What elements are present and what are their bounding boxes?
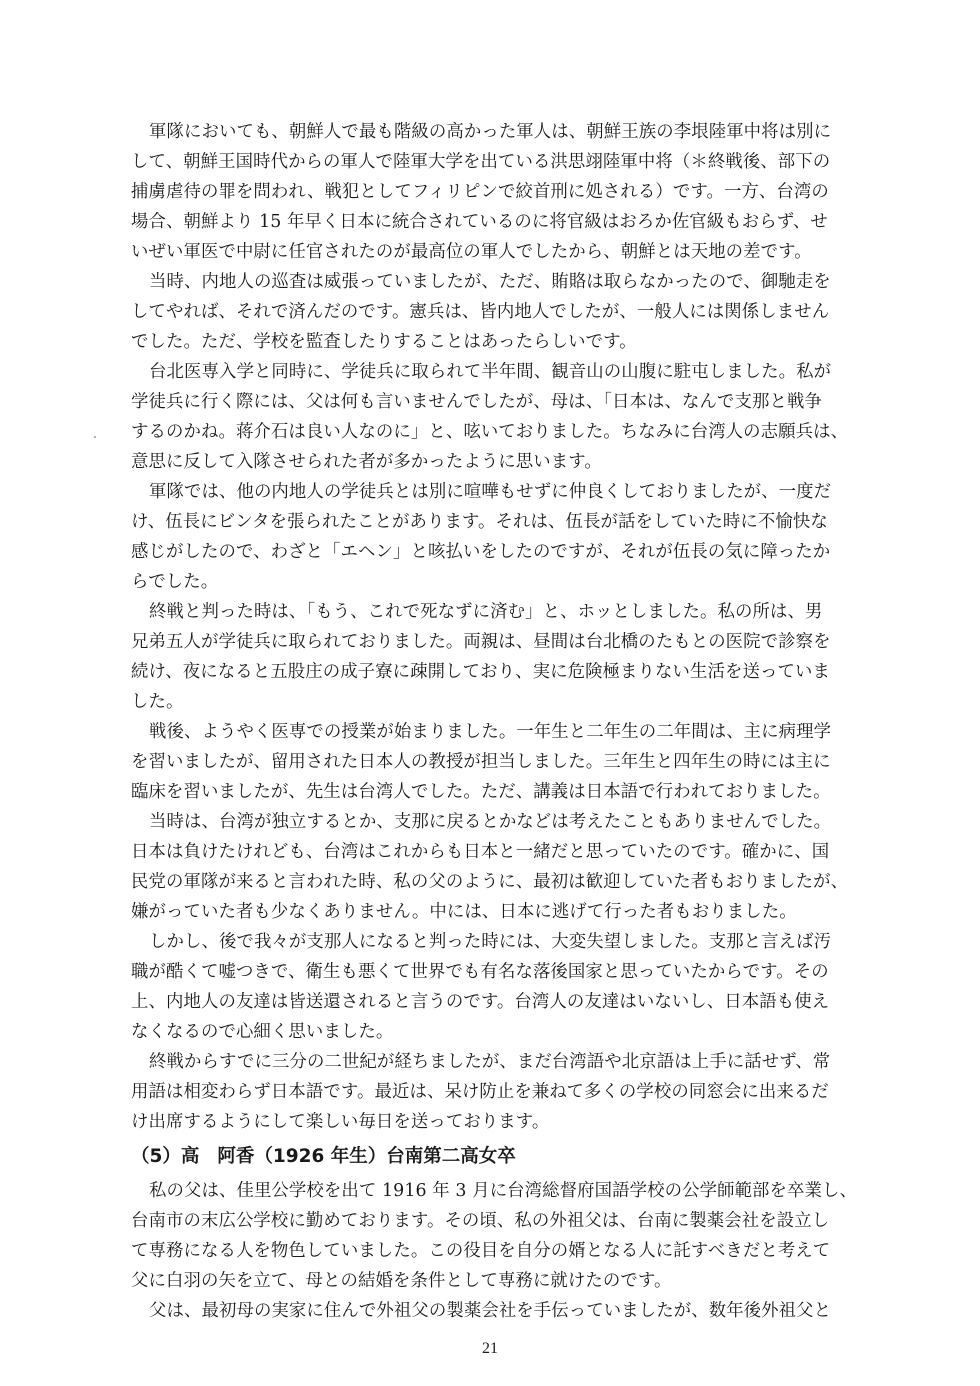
text-line: 日本は負けたけれども、台湾はこれからも日本と一緒だと思っていたのです。確かに、国 (131, 842, 830, 862)
section-heading-name: 阿香（1926 年生）台南第二高女卒 (217, 1146, 516, 1167)
text-line: 続け、夜になると五股庄の成子寮に疎開しており、実に危険極まりない生活を送っていま (131, 662, 830, 682)
text-line: 捕虜虐待の罪を問われ、戦犯としてフィリピンで絞首刑に処される）です。一方、台湾の (131, 182, 829, 202)
text-line: 感じがしたので、わざと「エヘン」と咳払いをしたのですが、それが伍長の気に障ったか (131, 542, 831, 562)
text-line: 台南市の末広公学校に勤めております。その頃、私の外祖父は、台南に製薬会社を設立し (131, 1211, 830, 1231)
text-line: 当時、内地人の巡査は威張っていましたが、ただ、賄賂は取らなかったので、御馳走を (149, 272, 831, 292)
section-heading-number: （5）高 (131, 1146, 200, 1167)
scan-speck (94, 436, 96, 438)
text-line: した。 (131, 692, 184, 712)
text-line: でした。ただ、学校を監査したりすることはあったらしいです。 (131, 332, 637, 352)
text-line: 場合、朝鮮より 15 年早く日本に統合されているのに将官級はおろか佐官級もおらず、せ (131, 212, 828, 232)
text-line: 父に白羽の矢を立て、母との結婚を条件として専務に就けたのです。 (131, 1271, 672, 1291)
text-line: け出席するようにして楽しい毎日を送っております。 (131, 1112, 550, 1132)
text-line: しかし、後で我々が支那人になると判った時には、大変失望しました。支那と言えば汚 (149, 932, 832, 952)
text-line: 終戦と判った時は、「もう、これで死なずに済む」と、ホッとしました。私の所は、男 (149, 602, 823, 622)
text-line: 民党の軍隊が来ると言われた時、私の父のように、最初は歓迎していた者もおりましたが、 (131, 872, 849, 892)
text-line: 職が酷くて嘘つきで、衛生も悪くて世界でも有名な落後国家と思っていたからです。その (131, 962, 829, 982)
text-line: 用語は相変わらず日本語です。最近は、呆け防止を兼ねて多くの学校の同窓会に出来るだ (131, 1082, 829, 1102)
text-line: 兄弟五人が学徒兵に取られておりました。両親は、昼間は台北橋のたもとの医院で診察を (131, 632, 831, 652)
text-line: 学徒兵に行く際には、父は何も言いませんでしたが、母は、「日本は、なんで支那と戦争 (131, 392, 822, 412)
page-number: 21 (482, 1340, 498, 1357)
text-line: 嫌がっていた者も少なくありません。中には、日本に逃げて行った者もおりました。 (131, 902, 797, 922)
text-line: なくなるので心細く思いました。 (131, 1022, 394, 1042)
text-line: 軍隊では、他の内地人の学徒兵とは別に喧嘩もせずに仲良くしておりましたが、一度だ (149, 482, 832, 502)
text-line: いぜい軍医で中尉に任官されたのが最高位の軍人でしたから、朝鮮とは天地の差です。 (131, 242, 812, 262)
text-line: して、朝鮮王国時代からの軍人で陸軍大学を出ている洪思翊陸軍中将（＊終戦後、部下の (131, 152, 831, 172)
text-line: 終戦からすでに三分の二世紀が経ちましたが、まだ台湾語や北京語は上手に話せず、常 (149, 1052, 831, 1072)
text-line: するのかね。蒋介石は良い人なのに」と、呟いておりました。ちなみに台湾人の志願兵は、 (131, 422, 849, 442)
text-line: 意思に反して入隊させられた者が多かったように思います。 (131, 452, 602, 472)
text-line: 戦後、ようやく医専での授業が始まりました。一年生と二年生の二年間は、主に病理学 (149, 722, 832, 742)
text-line: 軍隊においても、朝鮮人で最も階級の高かった軍人は、朝鮮王族の李垠陸軍中将は別に (149, 122, 832, 142)
text-line: してやれば、それで済んだのです。憲兵は、皆内地人でしたが、一般人には関係しません (131, 302, 830, 322)
text-line: らでした。 (131, 572, 219, 592)
section-heading (131, 1142, 516, 1172)
text-line: 臨床を習いましたが、先生は台湾人でした。ただ、講義は日本語で行われておりました。 (131, 782, 831, 802)
text-line: を習いましたが、留用された日本人の教授が担当しました。三年生と四年生の時には主に (131, 752, 831, 772)
text-line: け、伍長にビンタを張られたことがあります。それは、伍長が話をしていた時に不愉快な (131, 512, 828, 532)
text-line: 私の父は、佳里公学校を出て 1916 年 3 月に台湾総督府国語学校の公学師範部を卒業し、 (149, 1181, 858, 1201)
text-line: て専務になる人を物色していました。この役目を自分の婿となる人に託すべきだと考えて (131, 1241, 831, 1261)
text-line: 台北医専入学と同時に、学徒兵に取られて半年間、観音山の山腹に駐屯しました。私が (149, 362, 832, 382)
text-line: 父は、最初母の実家に住んで外祖父の製薬会社を手伝っていましたが、数年後外祖父と (149, 1301, 832, 1321)
text-line: 上、内地人の友達は皆送還されると言うのです。台湾人の友達はいないし、日本語も使え (131, 992, 830, 1012)
text-line: 当時は、台湾が独立するとか、支那に戻るとかなどは考えたこともありませんでした。 (149, 812, 832, 832)
